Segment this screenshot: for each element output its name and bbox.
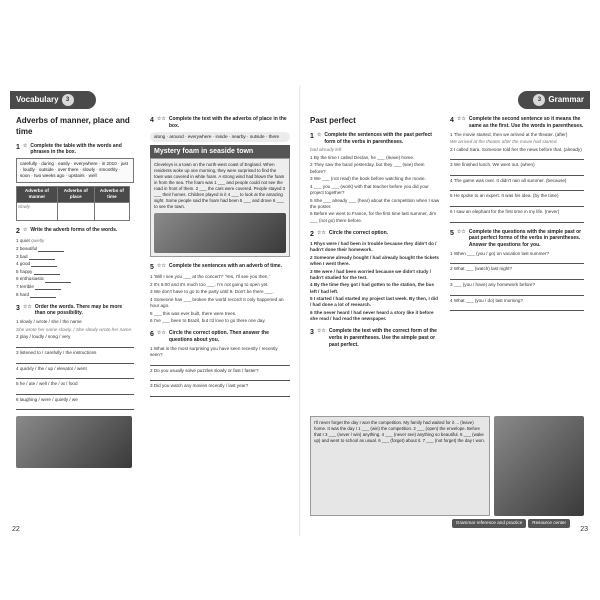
star-icon: ☆☆: [456, 116, 466, 122]
list-item: 5 happy: [16, 269, 134, 275]
answer-blank[interactable]: [29, 255, 55, 260]
answer-blank[interactable]: [16, 404, 134, 410]
book-gutter: [299, 86, 301, 536]
young-man-photo: [494, 416, 584, 516]
answer-blank[interactable]: [34, 270, 60, 275]
grammar-reference-link[interactable]: Grammar reference and practice: [452, 519, 526, 528]
list-item: 1 By the time I called Declan, he ___ (leave) home.: [310, 154, 415, 160]
exercise-1: [16, 143, 134, 221]
exercise-number: 5: [450, 229, 454, 237]
answer-blank[interactable]: [150, 375, 290, 381]
list-item: 6 I've ___ been to Brazil, but I'd love to go there one day.: [150, 318, 266, 324]
article-body: [150, 158, 290, 257]
star-icon: ☆☆: [456, 228, 466, 235]
list-item: 1 What is the most surprising you have seen recently / recently seen?: [150, 345, 278, 358]
list-item: 5 She ___ already ___ (hear) about the competition when I saw the poster.: [310, 197, 440, 209]
star-icon: ☆☆: [156, 330, 166, 337]
exercise-instruction: Complete the sentences with an adverb of time.: [168, 262, 282, 269]
exercise-number: 4: [450, 117, 454, 124]
section-title: Adverbs of manner, place and time: [16, 116, 130, 136]
answer-blank[interactable]: [150, 391, 290, 397]
star-icon: ☆: [22, 142, 28, 149]
list-item[interactable]: 4 By the time they got / had gotten to the station, the bus left / had left.: [310, 282, 435, 294]
table-cell[interactable]: [94, 203, 129, 221]
list-item: 4 What ___ (you / do) last morning?: [450, 297, 524, 303]
list-item: 4 quickly / the / up / elevator / went: [16, 365, 87, 371]
exercise-number: 5: [150, 263, 154, 271]
foam-street-photo: [154, 213, 286, 253]
list-item: 1 slowly / wrote / she / the name: [16, 319, 82, 325]
left-page: [10, 86, 296, 536]
page-number: 22: [12, 525, 20, 533]
exercise-6: [150, 330, 290, 396]
star-icon: ☆☆: [22, 303, 32, 310]
answer-blank[interactable]: [450, 201, 584, 207]
exercise-2: [16, 227, 134, 298]
answer-blank[interactable]: [16, 342, 134, 348]
list-item: 1 'Will I see you ___ at the concert?' 'Yes, I'll see you then.': [150, 274, 270, 280]
word-box: carefully · during · easily · everywhere · in 2010 · just · loudly · outside · over there · slowly · smoothly · soon · two weeks ago · upstairs · well: [16, 158, 134, 183]
exercise-5: [450, 229, 584, 312]
answer-blank[interactable]: [16, 373, 134, 379]
list-item: 3 We finished lunch. We went out. (when): [450, 162, 535, 168]
answer-blank[interactable]: [38, 247, 64, 252]
exercise-5: [150, 263, 290, 325]
grammar-tab-label: Grammar: [548, 94, 584, 104]
list-item: 3 listened to / carefully / the instructions: [16, 349, 97, 355]
textbook-spread: [10, 86, 590, 536]
answer-blank[interactable]: [450, 185, 584, 191]
article-title: Mystery foam in seaside town: [150, 145, 290, 158]
exercise-instruction: Complete the text with the adverbs of place in the box.: [168, 116, 287, 129]
right-page: [304, 86, 590, 536]
list-item[interactable]: 2 Someone already bought / had already bought the tickets when I went there.: [310, 254, 439, 267]
answer-blank[interactable]: [16, 358, 134, 364]
list-item: 4 Someone has ___ broken the world record! It only happened an hour ago.: [150, 296, 284, 308]
list-item: 4 good: [16, 261, 134, 267]
example-answer: had already left: [310, 147, 342, 153]
example-answer: She wrote her name slowly. / She slowly wrote her name.: [16, 326, 133, 332]
word-box: along · around · everywhere · inside · nearby · outside · there: [150, 132, 290, 142]
list-item[interactable]: 5 I started / had started my project last week. By then, I did / had done a lot of research.: [310, 296, 438, 308]
list-item: 5 ___ this was ever built, there were trees.: [150, 310, 237, 316]
answer-blank[interactable]: [450, 258, 584, 264]
list-item: 3 We don't have to go to the party until 9. Don't be there ___.: [150, 289, 274, 295]
adverb-table: [16, 186, 130, 221]
table-header-time: Adverbs of time: [94, 186, 129, 202]
list-item: 2 play / loudly / song / very: [16, 334, 71, 340]
story-text-box: [310, 416, 490, 516]
list-item: 1 The movie started, then we arrived at the theater. (after): [450, 131, 568, 137]
answer-blank[interactable]: [45, 278, 71, 283]
exercise-number: 3: [16, 304, 20, 312]
exercise-number: 3: [310, 329, 314, 337]
list-item: 4 ___ you ___ (work) with that teacher before you did your project together?: [310, 183, 429, 195]
list-item: 6 enthusiastic: [16, 276, 134, 282]
list-item: 3 ___ (you / have) any homework before?: [450, 281, 536, 287]
list-item: 2 What ___ (watch) last night?: [450, 266, 513, 272]
list-item: 8 hard: [16, 292, 134, 298]
list-item[interactable]: 1 Rhys were / had been in trouble because they didn't do / hadn't done their homework.: [310, 241, 437, 253]
star-icon: ☆☆: [156, 116, 166, 122]
table-cell-example[interactable]: slowly: [17, 203, 58, 221]
exercise-2: [310, 230, 440, 323]
exercise-number: 6: [150, 331, 154, 339]
footer-links: [452, 519, 570, 528]
list-item: 2 I called Sara. Someone told her the news before that. (already): [450, 146, 582, 152]
exercise-instruction: Circle the correct option.: [328, 229, 389, 236]
exercise-number: 2: [310, 230, 314, 238]
list-item: 2 Do you usually solve puzzles slowly or fast / faster?: [150, 367, 259, 373]
answer-blank[interactable]: [450, 290, 584, 296]
answer-blank[interactable]: [450, 305, 584, 311]
answer-blank[interactable]: [16, 389, 134, 395]
list-item: 6 I saw an elephant for the first time in my life. (never): [450, 208, 560, 214]
answer-blank[interactable]: [450, 217, 584, 223]
exercise-3: [310, 328, 440, 348]
list-item: 2 They saw the band yesterday, but they ___ (see) them before?: [310, 162, 425, 174]
example-answer: We arrived at the theater after the movie had started.: [450, 139, 558, 145]
table-cell[interactable]: [57, 203, 94, 221]
left-column-1: [16, 116, 134, 468]
exercise-number: 1: [16, 143, 20, 151]
answer-blank[interactable]: [450, 154, 584, 160]
star-icon: ☆: [22, 227, 28, 234]
vocabulary-tab: [10, 91, 96, 109]
exercise-instruction: Complete the questions with the simple past or past perfect forms of the verbs in parentheses. Answer the questions for you.: [468, 228, 582, 249]
exercise-3: [16, 304, 134, 411]
right-column-1: [310, 116, 440, 355]
list-item[interactable]: 3 We were / had been worried because we didn't study / hadn't studied for the test.: [310, 268, 431, 280]
exercise-instruction: Complete the table with the words and phrases in the box.: [30, 142, 122, 156]
exercise-3-text-area: [310, 416, 584, 516]
answer-blank[interactable]: [450, 274, 584, 280]
list-item: 3 Did you watch any movies recently / last year?: [150, 383, 249, 389]
exercise-4: [150, 116, 290, 257]
list-item: 6 laughing / were / quietly / we: [16, 396, 78, 402]
resource-center-link[interactable]: Resource center: [528, 519, 570, 528]
answer-blank[interactable]: [31, 262, 57, 267]
exercise-number: 4: [150, 117, 154, 124]
list-item: 6 Before we went to France, for the first time last summer, Jim ___ (not go) there before.: [310, 211, 437, 223]
table-header-place: Adverbs of place: [57, 186, 94, 202]
article-text: Cleveleys is a town on the north-west coast of England. When residents woke up one morning, they were surprised to find the town was covered in white foam. A strong wind had blown the foam in from the sea. The foam was 1 ___ and people could not see the road in front of them. 2 ___ the cars were covered. People stayed 3 ___ their homes. Children played in it 4 ___ to look at the amazing sight. Some people said the foam had been 5 ___ and drove 6 ___ to see the town.: [154, 162, 286, 209]
exercise-instruction: Order the words. There may be more than one possibility.: [34, 303, 123, 317]
list-item: 1 When ___ (you / go) on vacation last summer?: [450, 250, 550, 256]
star-icon: ☆: [316, 131, 322, 138]
left-column-2: [150, 116, 290, 403]
laughing-girls-photo: [16, 416, 132, 468]
exercise-1: [310, 132, 440, 224]
exercise-instruction: Complete the text with the correct form of the verbs in parentheses. Use the simple past or past perfect.: [328, 328, 437, 348]
section-title: Past perfect: [310, 116, 356, 125]
list-item: 7 terrible: [16, 284, 134, 290]
star-icon: ☆☆: [316, 328, 326, 335]
list-item: 5 He spoke to an expert. It was his idea. (by the time): [450, 193, 559, 199]
list-item: 4 The game was over. It didn't rain all summer. (because): [450, 177, 567, 183]
page-number: 23: [580, 525, 588, 533]
answer-blank[interactable]: [450, 170, 584, 176]
vocabulary-tab-label: Vocabulary: [16, 94, 59, 104]
answer-blank[interactable]: [35, 285, 61, 290]
right-column-2: [450, 116, 584, 317]
grammar-tab: [518, 91, 590, 109]
star-icon: ☆☆: [156, 262, 166, 269]
list-item: 5 he / ate / well / the / at / food: [16, 381, 78, 387]
list-item: 3 We ___ (not read) the book before watching the movie.: [310, 176, 426, 182]
list-item: 3 bad: [16, 254, 134, 260]
table-header-manner: Adverbs of manner: [17, 186, 58, 202]
vocabulary-unit-number: 3: [62, 94, 74, 106]
exercise-instruction: Complete the sentences with the past perfect form of the verbs in parentheses.: [324, 131, 432, 145]
exercise-number: 1: [310, 132, 314, 140]
exercise-instruction: Complete the second sentence so it means the same as the first. Use the words in parentheses.: [468, 116, 584, 129]
list-item[interactable]: 6 She never heard / had never heard a story like it before she read / had read the newspaper.: [310, 309, 434, 322]
exercise-4: [450, 116, 584, 223]
answer-blank[interactable]: [150, 360, 290, 366]
exercise-instruction: Circle the correct option. Then answer the questions about you.: [168, 330, 269, 344]
list-item: 1 quiet quietly: [16, 238, 45, 244]
exercise-instruction: Write the adverb forms of the words.: [30, 227, 118, 234]
exercise-number: 2: [16, 228, 20, 236]
story-text: I'll never forget the day I won the competition. My family had waited for it ... (leave) home. It was the day I 1 ___ (win) the competition. 2 ___ (open) the envelope. Before that I 3 ___ (never / win) anything. 4 ___ (never see) anything so beautiful. 5 ___ (wake up) and went to school as usual. 6 ___ (forget) about it. 7 ___ (not forget) the day I won.: [314, 420, 485, 443]
grammar-unit-number: 3: [533, 94, 545, 106]
star-icon: ☆☆: [316, 229, 326, 236]
list-item: 2 beautiful: [16, 246, 134, 252]
list-item: 2 It's 6:00 and it's much too ___. I'm not going to open yet.: [150, 281, 269, 287]
answer-blank[interactable]: [30, 293, 56, 298]
